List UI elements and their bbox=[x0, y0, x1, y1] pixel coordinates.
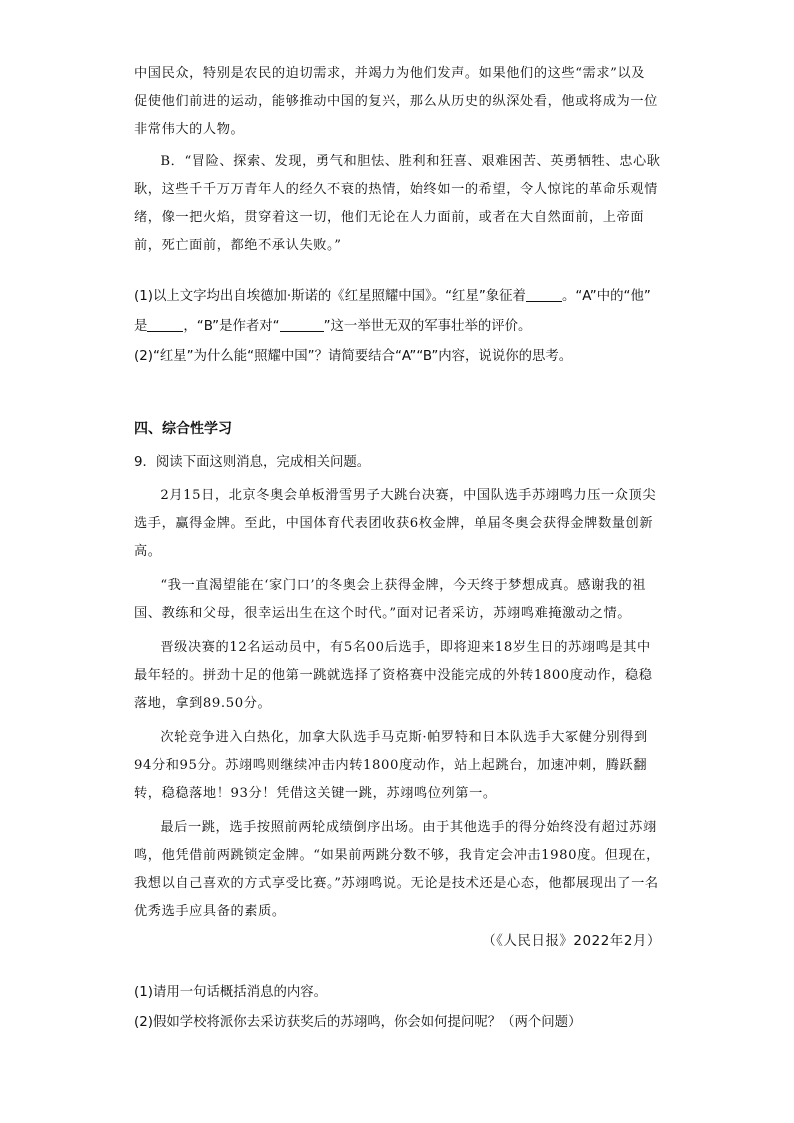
news-paragraph: 最后一跳，选手按照前两轮成绩倒序出场。由于其他选手的得分始终没有超过苏翊鸣，他凭借前两跳锁定金牌。“如果前两跳分数不够，我肯定会冲击1980度。但现在，我想以自己喜欢的方式享受比赛。”苏翊鸣说。无论是技术还是心态，他都展现出了一名优秀选手应具备的素质。 bbox=[134, 820, 660, 919]
news-paragraph: 2月15日，北京冬奥会单板滑雪男子大跳台决赛，中国队选手苏翊鸣力压一众顶尖选手，赢得金牌。至此，中国体育代表团收获6枚金牌，单届冬奥会获得金牌数量创新高。 bbox=[134, 488, 657, 559]
news-paragraph: 晋级决赛的12名运动员中，有5名00后选手，即将迎来18岁生日的苏翊鸣是其中最年轻的。拼劲十足的他第一跳就选择了资格赛中没能完成的外转1800度动作，稳稳落地，拿到89.50分。 bbox=[134, 640, 653, 711]
question-8 bbox=[134, 282, 661, 372]
question-9-title-text: 9．阅读下面这则消息，完成相关问题。 bbox=[134, 455, 371, 470]
q8-1-part1: (1)以上文字均出自埃德加·斯诺的《红星照耀中国》。“红星”象征着 bbox=[134, 289, 526, 304]
passage-a-line: 非常伟大的人物。 bbox=[134, 122, 245, 137]
passage-a-line: 促使他们前进的运动，能够推动中国的复兴，那么从历史的纵深处看，他或将成为一位 bbox=[134, 94, 658, 109]
passage-a bbox=[134, 60, 661, 144]
question-9-2: (2)假如学校将派你去采访获奖后的苏翊鸣，你会如何提问呢？（两个问题） bbox=[134, 1015, 582, 1030]
question-8-1 bbox=[134, 282, 661, 342]
news-paragraph: “我一直渴望能在‘家门口’的冬奥会上获得金牌，今天终于梦想成真。感谢我的祖国、教练和父母，很幸运出生在这个时代。”面对记者采访，苏翊鸣难掩激动之情。 bbox=[134, 578, 647, 621]
question-8-2: (2)“红星”为什么能“照耀中国”？请简要结合“A”“B”内容，说说你的思考。 bbox=[134, 349, 573, 364]
answer-blank-symbol[interactable] bbox=[526, 287, 562, 302]
answer-blank-he[interactable] bbox=[147, 317, 183, 332]
passage-a-line: 中国民众，特别是农民的迫切需求，并竭力为他们发声。如果他们的这些“需求”以及 bbox=[134, 66, 646, 81]
q8-1-part2: 。“A”中的“他” bbox=[561, 289, 651, 304]
question-9-title bbox=[134, 448, 661, 478]
q8-1-part4: ，“B”是作者对“ bbox=[183, 319, 280, 334]
section-heading: 四、综合性学习 bbox=[134, 421, 232, 437]
passage-b-text: B．“冒险、探索、发现，勇气和胆怯、胜利和狂喜、艰难困苦、英勇牺牲、忠心耿耿，这些千千万万青年人的经久不衰的热情，始终如一的希望，令人惊诧的革命乐观情绪，像一把火焰，贯穿着这一切，他们无论在人力面前，或者在大自然面前，上帝面前，死亡面前，都绝不承认失败。” bbox=[134, 154, 661, 253]
question-9-subquestions bbox=[134, 978, 661, 1038]
news-paragraph: 次轮竞争进入白热化，加拿大队选手马克斯·帕罗特和日本队选手大冢健分别得到94分和95分。苏翊鸣则继续冲击内转1800度动作，站上起跳台，加速冲刺，腾跃翻转，稳稳落地！93分！凭借这关键一跳，苏翊鸣位列第一。 bbox=[134, 730, 648, 801]
q8-1-part3: 是 bbox=[134, 319, 148, 334]
news-source: （《人民日报》2022年2月） bbox=[482, 934, 661, 949]
passage-b bbox=[134, 148, 661, 260]
news-article bbox=[134, 482, 661, 956]
answer-blank-event[interactable] bbox=[280, 317, 324, 332]
q8-1-part5: ”这一举世无双的军事壮举的评价。 bbox=[323, 319, 532, 334]
question-9-1: (1)请用一句话概括消息的内容。 bbox=[134, 985, 328, 1000]
